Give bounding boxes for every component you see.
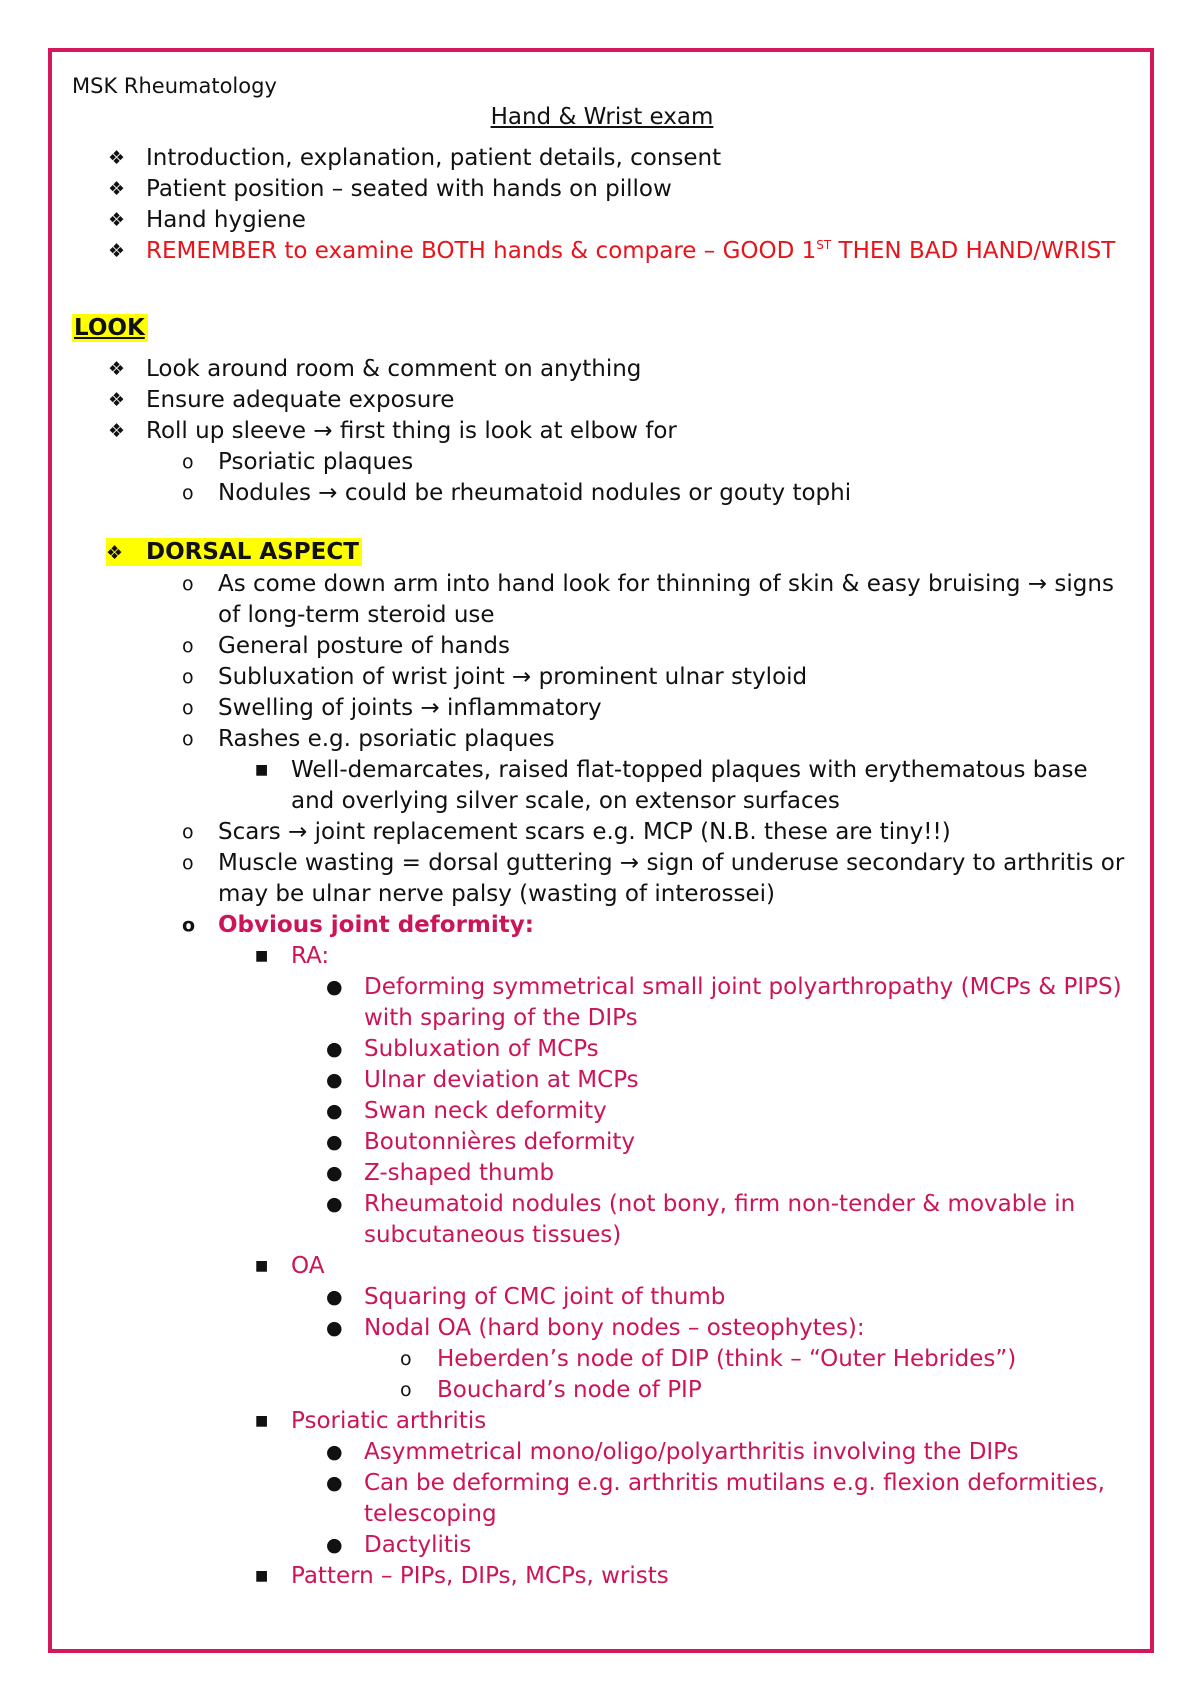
dot-bullet-icon: ● <box>326 1069 343 1091</box>
list-item: ● Dactylitis <box>72 1530 1132 1561</box>
circle-bullet-icon: ο <box>182 635 194 657</box>
dot-bullet-icon: ● <box>326 1441 343 1463</box>
oa-label: ■ OA <box>72 1251 1132 1282</box>
list-item: ● Subluxation of MCPs <box>72 1034 1132 1065</box>
dot-bullet-icon: ● <box>326 1472 343 1494</box>
dorsal-list <box>72 537 1132 1592</box>
dot-bullet-icon: ● <box>326 1286 343 1308</box>
list-item: ❖ Patient position – seated with hands on pillow <box>72 174 1132 205</box>
circle-bullet-icon: ο <box>182 914 196 936</box>
dot-bullet-icon: ● <box>326 1038 343 1060</box>
circle-bullet-icon: ο <box>182 482 194 504</box>
list-item: ● Nodal OA (hard bony nodes – osteophytes): <box>72 1313 1132 1344</box>
list-item: ● Boutonnières deformity <box>72 1127 1132 1158</box>
list-item: ● Deforming symmetrical small joint polyarthropathy (MCPs & PIPS) with sparing of the DIPs <box>326 974 1122 1031</box>
diamond-bullet-icon: ❖ <box>108 389 126 411</box>
look-list <box>72 354 1132 509</box>
square-bullet-icon: ■ <box>255 1568 269 1584</box>
list-item: ο Scars → joint replacement scars e.g. MCP (N.B. these are tiny!!) <box>72 817 1132 848</box>
document-body <box>72 68 1132 1592</box>
list-item: o Heberden’s node of DIP (think – “Outer Hebrides”) <box>72 1344 1132 1375</box>
dot-bullet-icon: ● <box>326 1317 343 1339</box>
list-item: ● Can be deforming e.g. arthritis mutilans e.g. flexion deformities, telescoping <box>326 1470 1105 1527</box>
list-item: ο Subluxation of wrist joint → prominent ulnar styloid <box>72 662 1132 693</box>
list-item: ο Swelling of joints → inflammatory <box>72 693 1132 724</box>
list-item: ο Rashes e.g. psoriatic plaques <box>72 724 1132 755</box>
dot-bullet-icon: ● <box>326 1131 343 1153</box>
document-title: Hand & Wrist exam <box>490 104 714 130</box>
diamond-bullet-icon: ❖ <box>108 358 126 380</box>
list-item: ο General posture of hands <box>72 631 1132 662</box>
diamond-bullet-icon: ❖ <box>106 542 124 564</box>
ra-label: ■ RA: <box>72 941 1132 972</box>
square-bullet-icon: ■ <box>255 948 269 964</box>
square-bullet-icon: ■ <box>255 762 269 778</box>
dorsal-heading: ❖ DORSAL ASPECT <box>72 537 1132 569</box>
list-item: ❖ Look around room & comment on anything <box>72 354 1132 385</box>
list-item: ● Asymmetrical mono/oligo/polyarthritis involving the DIPs <box>72 1437 1132 1468</box>
psa-label: ■ Psoriatic arthritis <box>72 1406 1132 1437</box>
dot-bullet-icon: ● <box>326 1162 343 1184</box>
dot-bullet-icon: ● <box>326 1193 343 1215</box>
remember-item: ❖ REMEMBER to examine BOTH hands & compare – GOOD 1ST THEN BAD HAND/WRIST <box>72 236 1132 267</box>
circle-bullet-icon: o <box>400 1379 412 1401</box>
look-heading: LOOK <box>72 313 1132 344</box>
diamond-bullet-icon: ❖ <box>108 178 126 200</box>
list-item: ο Muscle wasting = dorsal guttering → sign of underuse secondary to arthritis or may be ulnar nerve palsy (wasting of interossei) <box>182 850 1125 907</box>
list-item: ■ Well-demarcates, raised flat-topped plaques with erythematous base and overlying silver scale, on extensor surfaces <box>255 757 1088 814</box>
list-item: ❖ Hand hygiene <box>72 205 1132 236</box>
diamond-bullet-icon: ❖ <box>108 240 126 262</box>
document-subject: MSK Rheumatology <box>72 74 277 98</box>
circle-bullet-icon: ο <box>182 666 194 688</box>
circle-bullet-icon: o <box>400 1348 412 1370</box>
dot-bullet-icon: ● <box>326 1100 343 1122</box>
intro-list <box>72 143 1132 267</box>
deformity-heading: ο Obvious joint deformity: <box>72 910 1132 941</box>
list-item: ● Swan neck deformity <box>72 1096 1132 1127</box>
list-item: ο As come down arm into hand look for thinning of skin & easy bruising → signs of long-term steroid use <box>182 571 1114 628</box>
list-item: ● Ulnar deviation at MCPs <box>72 1065 1132 1096</box>
circle-bullet-icon: ο <box>182 697 194 719</box>
diamond-bullet-icon: ❖ <box>108 420 126 442</box>
square-bullet-icon: ■ <box>255 1413 269 1429</box>
diamond-bullet-icon: ❖ <box>108 209 126 231</box>
pattern-item: ■ Pattern – PIPs, DIPs, MCPs, wrists <box>72 1561 1132 1592</box>
circle-bullet-icon: ο <box>182 821 194 843</box>
circle-bullet-icon: ο <box>182 573 194 595</box>
circle-bullet-icon: ο <box>182 728 194 750</box>
square-bullet-icon: ■ <box>255 1258 269 1274</box>
list-item: ● Z-shaped thumb <box>72 1158 1132 1189</box>
list-item: ❖ Roll up sleeve → first thing is look at elbow for <box>72 416 1132 447</box>
diamond-bullet-icon: ❖ <box>108 147 126 169</box>
circle-bullet-icon: ο <box>182 852 194 874</box>
list-item: ο Psoriatic plaques <box>72 447 1132 478</box>
list-item: ● Squaring of CMC joint of thumb <box>72 1282 1132 1313</box>
dot-bullet-icon: ● <box>326 976 343 998</box>
list-item: ● Rheumatoid nodules (not bony, firm non-tender & movable in subcutaneous tissues) <box>326 1191 1076 1248</box>
circle-bullet-icon: ο <box>182 451 194 473</box>
list-item: ❖ Ensure adequate exposure <box>72 385 1132 416</box>
list-item: o Bouchard’s node of PIP <box>72 1375 1132 1406</box>
list-item: ο Nodules → could be rheumatoid nodules or gouty tophi <box>72 478 1132 509</box>
dot-bullet-icon: ● <box>326 1534 343 1556</box>
list-item: ❖ Introduction, explanation, patient details, consent <box>72 143 1132 174</box>
